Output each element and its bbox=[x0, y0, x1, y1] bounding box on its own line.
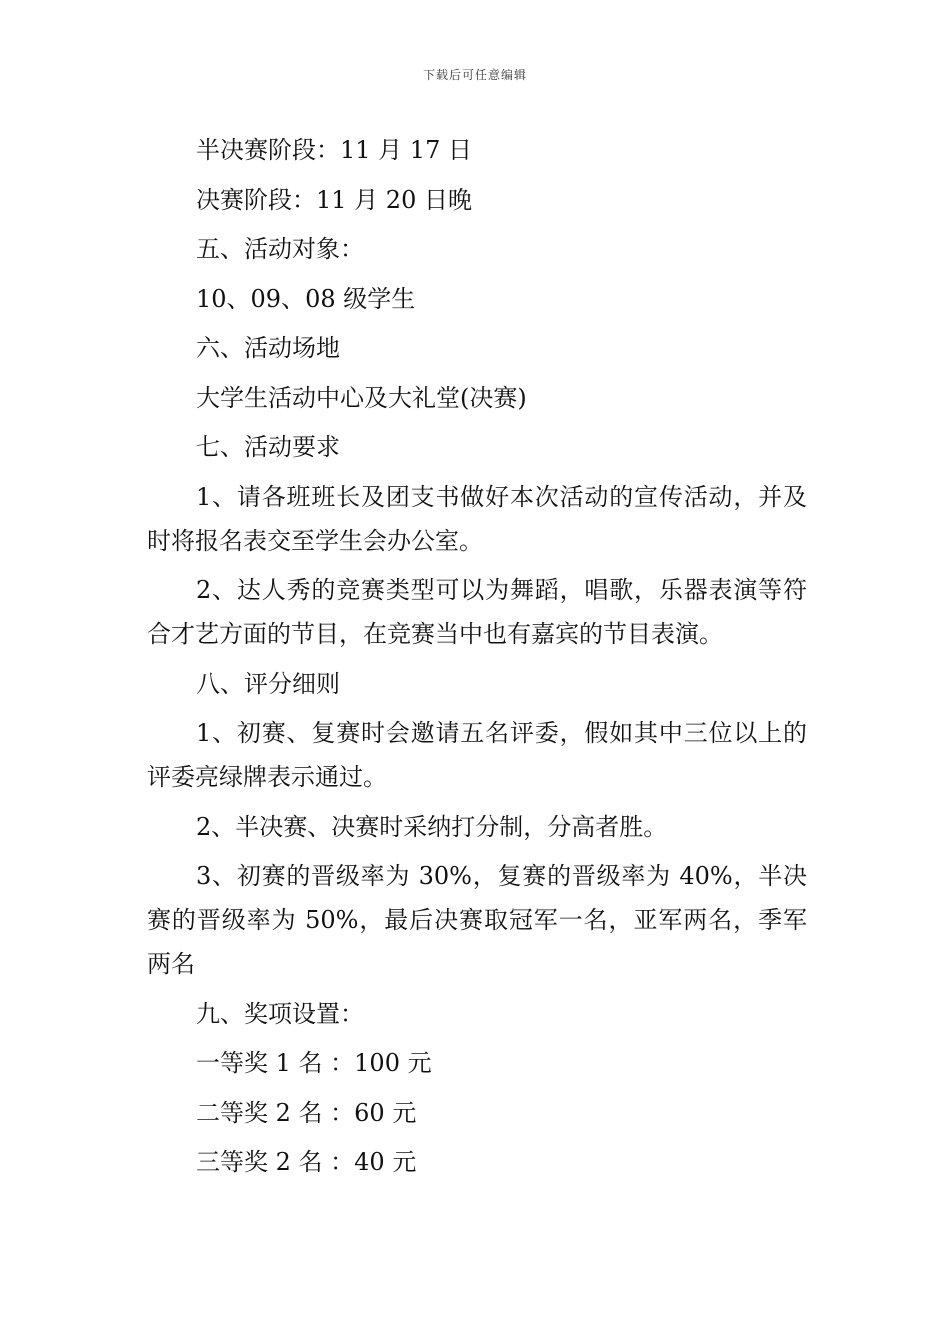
participants-text: 10、09、08 级学生 bbox=[196, 284, 416, 313]
scoring-item-2: 2、半决赛、决赛时采纳打分制，分高者胜。 bbox=[196, 812, 668, 841]
document-body bbox=[147, 128, 807, 1190]
scoring-item-1: 1、初赛、复赛时会邀请五名评委，假如其中三位以上的评委亮绿牌表示通过。 bbox=[147, 719, 807, 791]
scoring-item-3: 3、初赛的晋级率为 30%，复赛的晋级率为 40%，半决赛的晋级率为 50%，最后决赛取冠军一名，亚军两名，季军两名 bbox=[147, 862, 807, 978]
requirement-item-1: 1、请各班班长及团支书做好本次活动的宣传活动，并及时将报名表交至学生会办公室。 bbox=[147, 482, 807, 555]
schedule-semifinal: 半决赛阶段：11 月 17 日 bbox=[196, 136, 472, 164]
award-first: 一等奖 1 名 ：100 元 bbox=[196, 1049, 432, 1077]
section-heading-venue: 六、活动场地 bbox=[196, 334, 340, 362]
requirement-item-2: 2、达人秀的竞赛类型可以为舞蹈，唱歌，乐器表演等符合才艺方面的节目，在竞赛当中也有嘉宾的节目表演。 bbox=[147, 576, 807, 648]
page-header: 下载后可任意编辑 bbox=[422, 68, 527, 82]
award-third: 三等奖 2 名 ：40 元 bbox=[196, 1148, 417, 1176]
venue-text: 大学生活动中心及大礼堂(决赛) bbox=[196, 383, 527, 412]
section-heading-awards: 九、奖项设置： bbox=[196, 999, 364, 1028]
section-heading-scoring: 八、评分细则 bbox=[196, 669, 340, 698]
schedule-final: 决赛阶段：11 月 20 日晚 bbox=[196, 185, 472, 214]
award-second: 二等奖 2 名 ：60 元 bbox=[196, 1098, 417, 1127]
section-heading-participants: 五、活动对象： bbox=[196, 235, 364, 263]
section-heading-requirements: 七、活动要求 bbox=[196, 433, 340, 461]
